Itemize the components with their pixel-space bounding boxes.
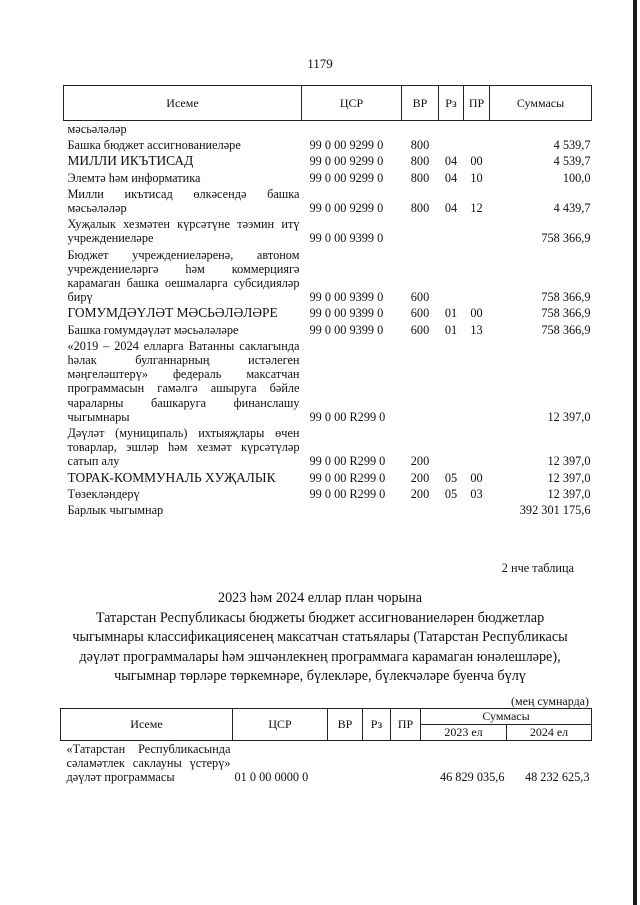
column-header-csr: ЦСР (302, 86, 402, 121)
cell-name: ТОРАК-КОММУНАЛЬ ХУҖАЛЫК (67, 469, 276, 485)
cell-sum: 12 397,0 (547, 409, 591, 424)
table-row (64, 186, 592, 216)
cell-rz (363, 741, 391, 786)
cell-pr (464, 502, 490, 518)
table-2-header-row (61, 709, 592, 725)
expenditure-table-1 (63, 85, 592, 518)
column-header-rz: Рз (363, 709, 391, 741)
cell-csr: 01 0 00 0000 0 (234, 770, 309, 785)
cell-pr (464, 425, 490, 470)
cell-vr: 600 (410, 306, 430, 321)
cell-vr (402, 121, 439, 138)
cell-csr: 99 0 00 9399 0 (309, 306, 384, 321)
table-row (61, 741, 592, 786)
cell-vr: 200 (410, 470, 430, 485)
cell-rz: 04 (444, 201, 458, 216)
cell-sum: 12 397,0 (547, 486, 591, 501)
cell-rz (439, 502, 464, 518)
cell-name: Башка гомумдәүләт мәсьәләләре (67, 322, 239, 337)
cell-name: Дәүләт (муниципаль) ихтыяҗлары өчен товарлар, эшләр һәм хезмәт күрсәтүләр сатып алу (67, 426, 300, 469)
cell-sum: 12 397,0 (547, 454, 591, 469)
table-row (64, 305, 592, 321)
cell-sum (490, 121, 592, 138)
cell-pr (464, 216, 490, 246)
cell-pr: 00 (470, 306, 483, 321)
cell-sum: 392 301 175,6 (519, 503, 591, 518)
table-row (64, 502, 592, 518)
cell-vr (402, 216, 439, 246)
cell-csr (302, 502, 402, 518)
table-row (64, 322, 592, 338)
cell-name: Хуҗалык хезмәтен күрсәтүне тәэмин итү учреждениеләре (67, 217, 300, 246)
cell-pr: 03 (470, 486, 483, 501)
cell-name: «2019 – 2024 елларга Ватанны саклагында һәлак булганнарның истәлеген мәңгеләштерү» федераль максатчан программасын гамәлгә ашыруга бәйле чараларны башкаруга финанслашу чыгымнары (67, 338, 300, 424)
cell-rz: 05 (444, 470, 458, 485)
cell-name: ГОМУМДӘҮЛӘТ МӘСЬӘЛӘЛӘРЕ (67, 305, 278, 321)
scan-edge-shadow (633, 0, 637, 905)
cell-vr: 800 (410, 201, 430, 216)
column-header-rz: Рз (439, 86, 464, 121)
column-header-2023: 2023 ел (421, 725, 507, 741)
cell-csr: 99 0 00 9299 0 (309, 170, 384, 185)
cell-csr: 99 0 00 9399 0 (309, 322, 384, 337)
heading-line: чыгымнар төрләре төркемнәре, бүлекләре, бүлекчәләре буенча бүлү (114, 668, 526, 684)
cell-name: Барлык чыгымнар (67, 503, 164, 518)
cell-sum: 758 366,9 (541, 290, 591, 305)
cell-vr (328, 741, 363, 786)
table-row (64, 470, 592, 486)
cell-sum: 100,0 (562, 170, 591, 185)
cell-pr (464, 247, 490, 306)
cell-rz: 01 (444, 322, 458, 337)
expenditure-table-2 (60, 708, 592, 786)
cell-rz: 01 (444, 306, 458, 321)
table-row (64, 486, 592, 502)
cell-rz (439, 121, 464, 138)
cell-sum: 758 366,9 (541, 322, 591, 337)
column-header-vr: ВР (328, 709, 363, 741)
cell-pr: 12 (470, 201, 483, 216)
column-header-pr: ПР (464, 86, 490, 121)
units-note: (мең сумнарда) (511, 694, 589, 708)
cell-pr (464, 121, 490, 138)
cell-vr: 200 (410, 486, 430, 501)
cell-csr: 99 0 00 R299 0 (309, 454, 386, 469)
cell-pr (464, 338, 490, 425)
cell-name: Бюджет учреждениеләренә, автоном учреждениеләргә һәм коммерциягә карамаган башка оешмаларга субсидияләр бирү (67, 247, 300, 305)
heading-line: Татарстан Республикасы бюджеты бюджет ассигнованиеләрен бюджетлар (95, 609, 545, 626)
cell-csr: 99 0 00 9299 0 (309, 201, 384, 216)
cell-csr: 99 0 00 9399 0 (309, 231, 384, 246)
table-1-header-row (64, 86, 592, 121)
table-row (64, 338, 592, 425)
cell-csr: 99 0 00 R299 0 (309, 486, 386, 501)
cell-vr: 800 (410, 170, 430, 185)
table-row (64, 153, 592, 169)
cell-sum: 758 366,9 (541, 231, 591, 246)
table-row (64, 121, 592, 138)
column-header-name: Исеме (61, 709, 233, 741)
table-2-label: 2 нче таблица (501, 561, 574, 575)
column-header-sum: Суммасы (421, 709, 592, 725)
cell-rz: 05 (444, 486, 458, 501)
cell-vr (402, 338, 439, 425)
cell-rz (439, 247, 464, 306)
column-header-pr: ПР (391, 709, 421, 741)
cell-name: мәсьәләләр (67, 122, 127, 136)
cell-csr: 99 0 00 R299 0 (309, 470, 386, 485)
table-2-body (61, 741, 592, 786)
cell-csr: 99 0 00 9299 0 (309, 154, 384, 169)
column-header-2024: 2024 ел (507, 725, 592, 741)
cell-rz (439, 137, 464, 153)
cell-sum: 758 366,9 (541, 306, 591, 321)
cell-pr (391, 741, 421, 786)
cell-sum: 4 539,7 (553, 138, 591, 153)
cell-sum: 4 539,7 (553, 154, 591, 169)
heading-line: 2023 һәм 2024 еллар план чорына (217, 590, 422, 606)
cell-sum-2023: 46 829 035,6 (439, 770, 505, 785)
cell-rz: 04 (444, 154, 458, 169)
cell-csr (302, 121, 402, 138)
cell-vr: 600 (410, 290, 430, 305)
column-header-sum: Суммасы (490, 86, 592, 121)
table-row (64, 216, 592, 246)
cell-csr: 99 0 00 9299 0 (309, 138, 384, 153)
cell-vr (402, 502, 439, 518)
table-row (64, 425, 592, 470)
page-number: 1179 (307, 56, 333, 71)
cell-sum-2024: 48 232 625,3 (524, 770, 590, 785)
cell-csr: 99 0 00 9399 0 (309, 290, 384, 305)
cell-name: Элемтә һәм информатика (67, 170, 201, 185)
section-heading (0, 589, 640, 687)
cell-pr: 00 (470, 470, 483, 485)
cell-csr: 99 0 00 R299 0 (309, 409, 386, 424)
cell-name: «Татарстан Республикасында сәламәтлек саклауны үстерү» дәүләт программасы (66, 742, 231, 785)
table-row (64, 137, 592, 153)
cell-sum: 12 397,0 (547, 470, 591, 485)
cell-vr: 600 (410, 322, 430, 337)
cell-rz (439, 425, 464, 470)
table-row (64, 247, 592, 306)
cell-rz (439, 216, 464, 246)
cell-pr (464, 137, 490, 153)
cell-name: Төзекләндерү (67, 486, 140, 501)
cell-vr: 200 (410, 454, 430, 469)
cell-pr: 13 (470, 322, 483, 337)
cell-sum: 4 439,7 (553, 201, 591, 216)
column-header-vr: ВР (402, 86, 439, 121)
cell-rz: 04 (444, 170, 458, 185)
column-header-name: Исеме (64, 86, 302, 121)
cell-rz (439, 338, 464, 425)
cell-name: Башка бюджет ассигнованиеләре (67, 138, 241, 153)
cell-vr: 800 (410, 154, 430, 169)
column-header-csr: ЦСР (233, 709, 328, 741)
cell-pr: 00 (470, 154, 483, 169)
heading-line: дәүләт программалары һәм эшчәнлекнең программага карамаган юнәлешләре), (79, 648, 561, 665)
table-row (64, 170, 592, 186)
cell-vr: 800 (410, 138, 430, 153)
cell-pr: 10 (470, 170, 483, 185)
cell-name: МИЛЛИ ИКЪТИСАД (67, 153, 194, 169)
table-1-body (64, 121, 592, 519)
cell-name: Милли икътисад өлкәсендә башка мәсьәләләр (67, 186, 300, 216)
heading-line: чыгымнары классификациясенең максатчан статьялары (Татарстан Республикасы (72, 629, 568, 645)
